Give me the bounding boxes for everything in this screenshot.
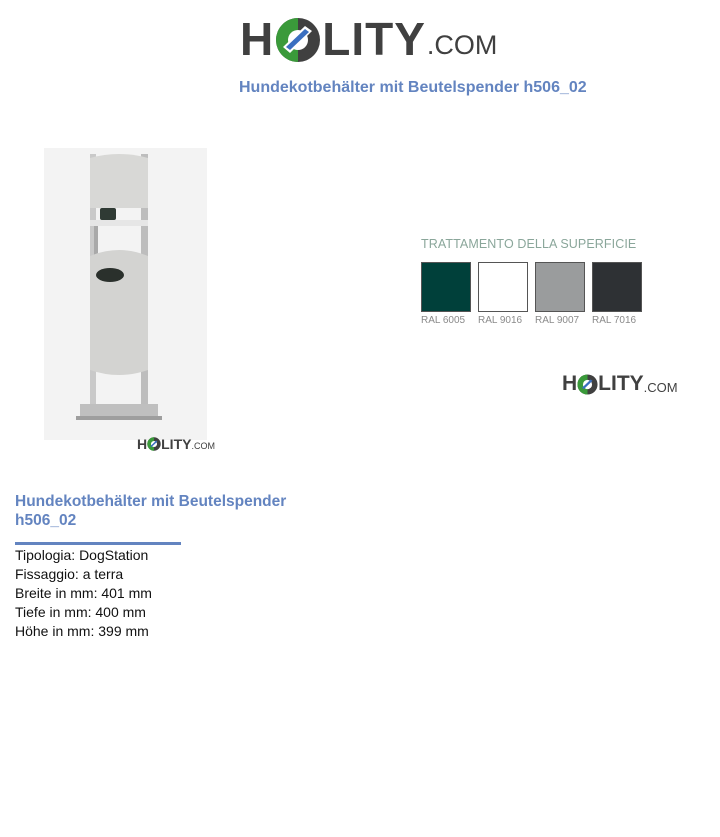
- swatch-label: RAL 9016: [478, 315, 523, 326]
- logo-o-icon: [147, 437, 161, 451]
- swatch-ral-9007: [535, 262, 585, 326]
- surface-treatment: [421, 237, 651, 326]
- holity-logo: [240, 12, 498, 66]
- logo-domain: .COM: [643, 379, 678, 395]
- holity-logo-small-surface: [562, 372, 678, 396]
- logo-letters-lity: LITY: [598, 372, 644, 395]
- color-swatch: [421, 262, 471, 312]
- logo-letters-lity: LITY: [161, 436, 192, 452]
- color-swatch: [535, 262, 585, 312]
- spec-fissaggio: Fissaggio: a terra: [15, 566, 124, 582]
- logo-domain: .COM: [191, 441, 215, 451]
- swatch-label: RAL 6005: [421, 315, 466, 326]
- spec-tipologia: Tipologia: DogStation: [15, 547, 149, 563]
- holity-logo-small-product: [137, 436, 215, 452]
- swatch-ral-6005: [421, 262, 471, 326]
- logo-letters-lity: LITY: [322, 13, 426, 65]
- spec-breite: Breite in mm: 401 mm: [15, 585, 152, 601]
- surface-title: TRATTAMENTO DELLA SUPERFICIE: [421, 237, 637, 251]
- color-swatch: [478, 262, 528, 312]
- spec-list: [15, 546, 152, 641]
- logo-o-icon: [577, 374, 598, 395]
- logo-letter-h: H: [562, 372, 578, 395]
- logo-letter-h: H: [137, 436, 148, 452]
- spec-tiefe: Tiefe in mm: 400 mm: [15, 604, 146, 620]
- swatch-label: RAL 9007: [535, 315, 580, 326]
- swatch-label: RAL 7016: [592, 315, 637, 326]
- logo-letter-h: H: [240, 13, 275, 65]
- page-title: Hundekotbehälter mit Beutelspender h506_02: [239, 79, 587, 96]
- logo-o-icon: [275, 17, 321, 63]
- swatch-row: [421, 262, 651, 326]
- product-image: [44, 148, 207, 440]
- product-heading: Hundekotbehälter mit Beutelspender h506_02: [15, 493, 287, 529]
- color-swatch: [592, 262, 642, 312]
- logo-domain: .COM: [426, 30, 498, 60]
- swatch-ral-7016: [592, 262, 642, 326]
- heading-divider: [15, 542, 181, 545]
- swatch-ral-9016: [478, 262, 528, 326]
- spec-hoehe: Höhe in mm: 399 mm: [15, 623, 149, 639]
